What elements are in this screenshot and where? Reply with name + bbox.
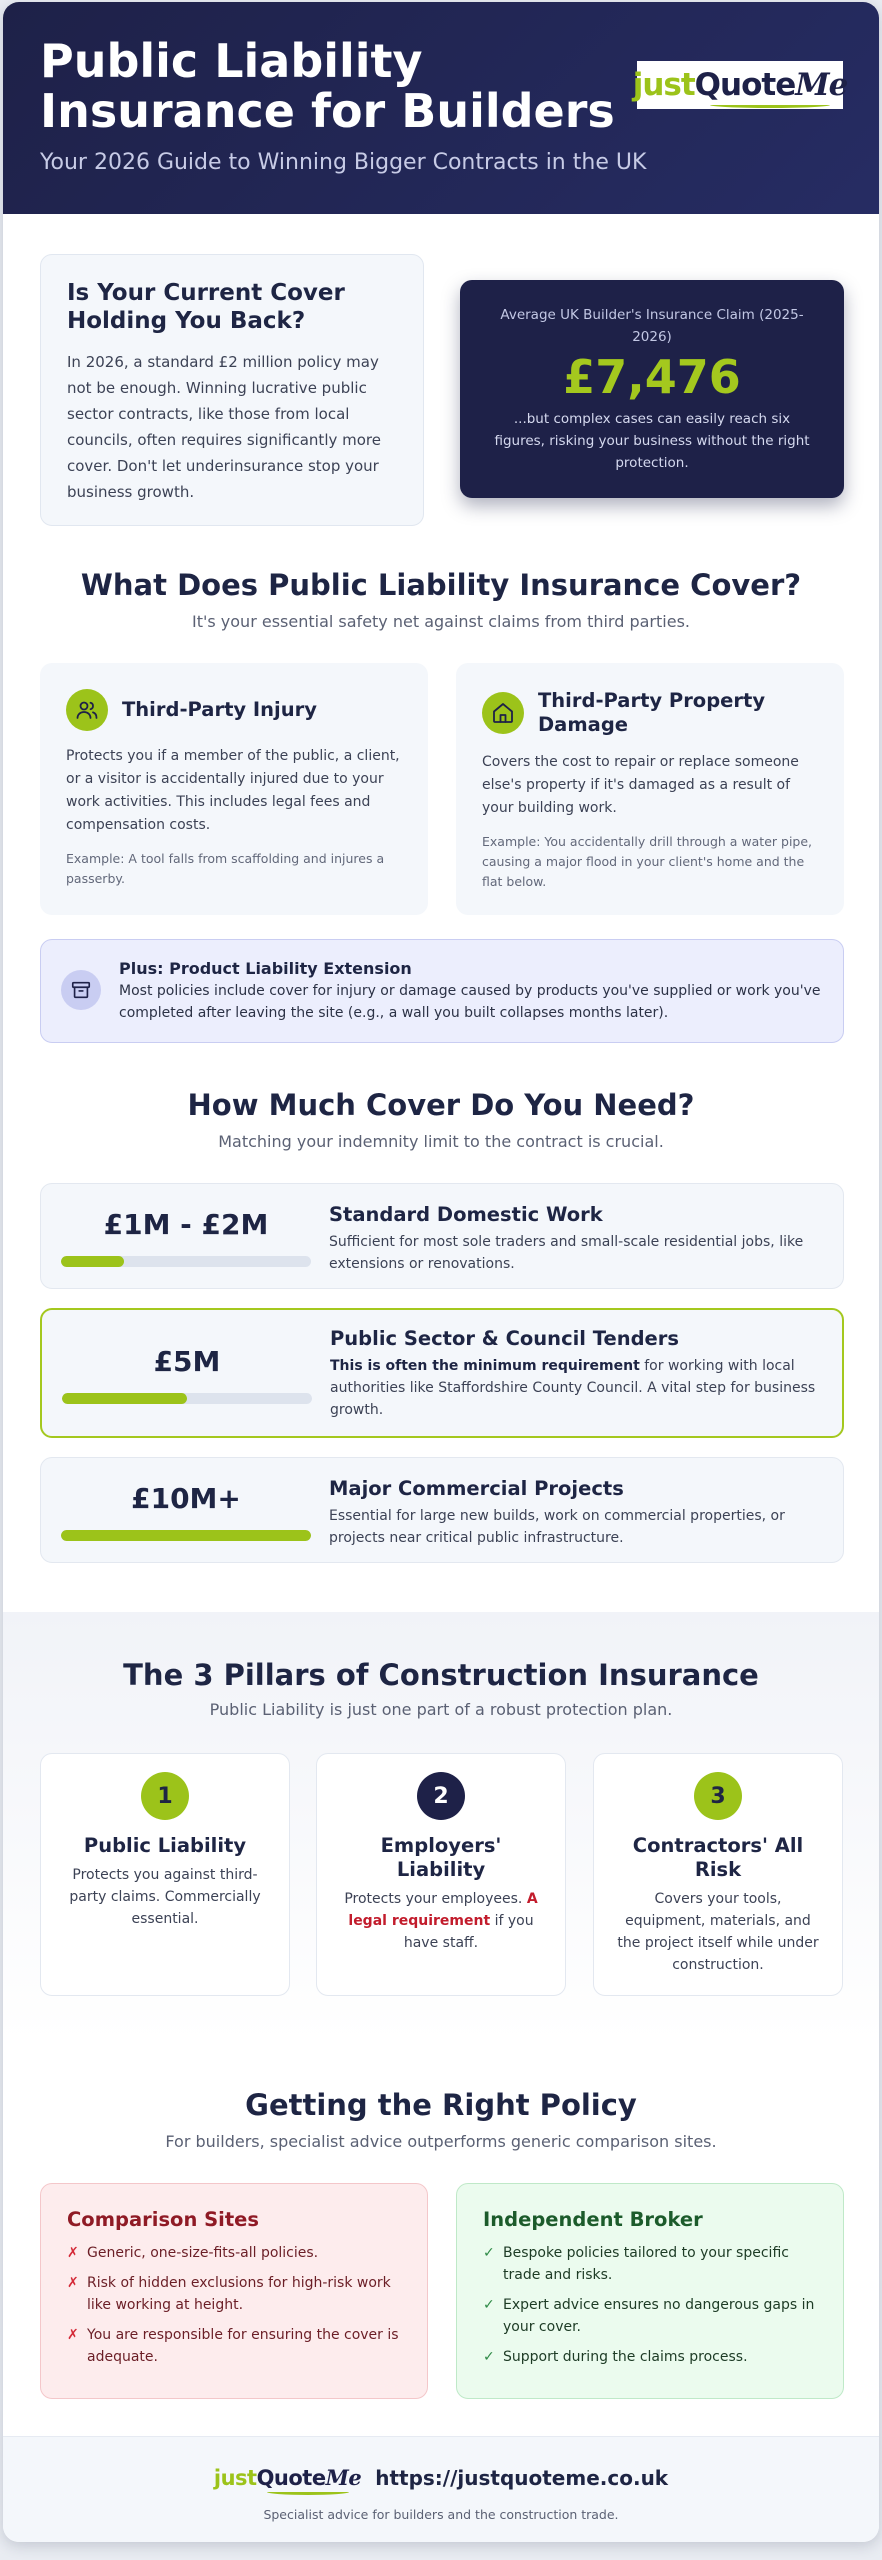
intro-card bbox=[40, 254, 424, 526]
cover-level-bar bbox=[61, 1530, 311, 1541]
header-banner bbox=[3, 2, 879, 214]
tier-amount: £1M - £2M bbox=[103, 1208, 269, 1241]
archive-box-icon bbox=[61, 970, 101, 1010]
cross-icon: ✗ bbox=[67, 2275, 79, 2291]
tier-desc: This is often the minimum requirement for working with local authorities like Staffordshire County Council. A vital step for business growth. bbox=[330, 1358, 816, 1418]
product-liability-box bbox=[40, 939, 844, 1043]
cross-icon: ✗ bbox=[67, 2245, 79, 2261]
tier-public-sector bbox=[40, 1308, 844, 1438]
plus-body: Most policies include cover for injury or damage caused by products you've supplied or work you've completed after leaving the site (e.g., a wall you built collapses months later). bbox=[119, 983, 821, 1021]
list-item: ✗ Generic, one-size-fits-all policies. bbox=[67, 2242, 401, 2264]
cover-card-title: Third-Party Property Damage bbox=[538, 689, 766, 736]
tier-desc: Sufficient for most sole traders and small-scale residential jobs, like extensions or renovations. bbox=[329, 1234, 804, 1272]
list-item: ✓ Expert advice ensures no dangerous gaps in your cover. bbox=[483, 2294, 817, 2338]
cover-card-example: Example: A tool falls from scaffolding and injures a passerby. bbox=[66, 851, 385, 886]
website-link[interactable]: https://justquoteme.co.uk bbox=[375, 2465, 669, 2490]
pillars-section-title: The 3 Pillars of Construction Insurance bbox=[123, 1658, 759, 1692]
pillar-public-liability bbox=[40, 1753, 290, 1996]
tier-title: Public Sector & Council Tenders bbox=[330, 1327, 680, 1350]
list-item: ✗ You are responsible for ensuring the cover is adequate. bbox=[67, 2324, 401, 2368]
stat-label: Average UK Builder's Insurance Claim (2025-2026) bbox=[500, 307, 804, 345]
footer-logo[interactable]: justQuoteMe bbox=[214, 2465, 361, 2490]
page-title: Public Liability Insurance for Builders bbox=[40, 34, 615, 138]
cover-level-bar bbox=[62, 1393, 312, 1404]
pillar-number: 2 bbox=[417, 1772, 465, 1820]
plus-title: Plus: Product Liability Extension bbox=[119, 959, 412, 978]
intro-body: In 2026, a standard £2 million policy may not be enough. Winning lucrative public sector contracts, like those from local councils, often requires significantly more cover. Don't let underinsurance stop your business growth. bbox=[67, 353, 381, 501]
pillar-title: Contractors' All Risk bbox=[632, 1834, 804, 1881]
tier-desc-emphasis: This is often the minimum requirement bbox=[330, 1358, 640, 1374]
pillar-contractors-all-risk bbox=[593, 1753, 843, 1996]
tier-desc: Essential for large new builds, work on commercial properties, or projects near critical public infrastructure. bbox=[329, 1508, 785, 1546]
cross-icon: ✗ bbox=[67, 2327, 79, 2343]
home-icon bbox=[482, 692, 524, 734]
cover-card-desc: Covers the cost to repair or replace someone else's property if it's damaged as a result of your building work. bbox=[482, 754, 799, 816]
cover-section-title: What Does Public Liability Insurance Cover? bbox=[80, 568, 802, 602]
pillar-employers-liability bbox=[316, 1753, 566, 1996]
stat-note: ...but complex cases can easily reach six figures, risking your business without the right protection. bbox=[494, 411, 810, 471]
check-icon: ✓ bbox=[483, 2349, 495, 2365]
comparison-sites-card bbox=[40, 2183, 428, 2399]
cover-card-title: Third-Party Injury bbox=[122, 698, 317, 721]
list-item: ✓ Support during the claims process. bbox=[483, 2346, 817, 2368]
page-subtitle: Your 2026 Guide to Winning Bigger Contracts in the UK bbox=[40, 150, 647, 175]
logo-swoosh bbox=[710, 102, 830, 108]
compare-list bbox=[483, 2242, 817, 2368]
check-icon: ✓ bbox=[483, 2297, 495, 2313]
cover-card-example: Example: You accidentally drill through a water pipe, causing a major flood in your client's home and the flat below. bbox=[482, 834, 813, 889]
compare-list bbox=[67, 2242, 401, 2368]
pillar-desc: Covers your tools, equipment, materials, and the project itself while under construction. bbox=[617, 1891, 819, 1973]
cover-level-fill bbox=[61, 1530, 311, 1541]
tier-amount: £10M+ bbox=[131, 1482, 241, 1515]
intro-heading: Is Your Current Cover Holding You Back? bbox=[67, 280, 345, 334]
pillar-title: Employers' Liability bbox=[380, 1834, 502, 1881]
cover-card-property bbox=[456, 663, 844, 915]
list-item: ✗ Risk of hidden exclusions for high-risk work like working at height. bbox=[67, 2272, 401, 2316]
cover-level-bar bbox=[61, 1256, 311, 1267]
cover-card-injury bbox=[40, 663, 428, 915]
tier-amount: £5M bbox=[153, 1345, 221, 1378]
pillar-number: 3 bbox=[694, 1772, 742, 1820]
tier-title: Standard Domestic Work bbox=[329, 1203, 603, 1226]
pillar-title: Public Liability bbox=[83, 1834, 247, 1857]
users-icon bbox=[66, 689, 108, 731]
cover-card-desc: Protects you if a member of the public, a client, or a visitor is accidentally injured due to your work activities. This includes legal fees and compensation costs. bbox=[66, 748, 400, 833]
cover-section-subtitle: It's your essential safety net against claims from third parties. bbox=[191, 612, 690, 631]
pillar-desc: Protects you against third-party claims. Commercially essential. bbox=[69, 1867, 261, 1927]
needs-section-title: How Much Cover Do You Need? bbox=[187, 1088, 695, 1122]
check-icon: ✓ bbox=[483, 2245, 495, 2261]
stat-value: £7,476 bbox=[563, 350, 741, 404]
tier-commercial bbox=[40, 1457, 844, 1563]
justquoteme-logo: justQuoteMe bbox=[633, 67, 848, 103]
header-logo[interactable] bbox=[632, 61, 848, 109]
tier-title: Major Commercial Projects bbox=[329, 1477, 624, 1500]
policy-section-subtitle: For builders, specialist advice outperforms generic comparison sites. bbox=[165, 2132, 717, 2151]
logo-swoosh bbox=[267, 2489, 350, 2495]
policy-section-title: Getting the Right Policy bbox=[245, 2088, 637, 2122]
pillar-desc: Protects your employees. A legal requirement if you have staff. bbox=[344, 1891, 538, 1951]
needs-section-subtitle: Matching your indemnity limit to the contract is crucial. bbox=[218, 1132, 664, 1151]
footer bbox=[3, 2436, 879, 2542]
infographic-page bbox=[3, 2, 879, 2542]
tier-standard bbox=[40, 1183, 844, 1289]
footer-note: Specialist advice for builders and the construction trade. bbox=[263, 2507, 619, 2522]
compare-title: Independent Broker bbox=[483, 2208, 703, 2231]
legal-requirement-highlight: A legal requirement bbox=[348, 1891, 538, 1929]
cover-level-fill bbox=[61, 1256, 124, 1267]
pillar-number: 1 bbox=[141, 1772, 189, 1820]
cover-level-fill bbox=[62, 1393, 187, 1404]
compare-title: Comparison Sites bbox=[67, 2208, 260, 2231]
claim-stat-card bbox=[460, 280, 844, 498]
list-item: ✓ Bespoke policies tailored to your specific trade and risks. bbox=[483, 2242, 817, 2286]
independent-broker-card bbox=[456, 2183, 844, 2399]
pillars-section-subtitle: Public Liability is just one part of a robust protection plan. bbox=[209, 1700, 673, 1719]
